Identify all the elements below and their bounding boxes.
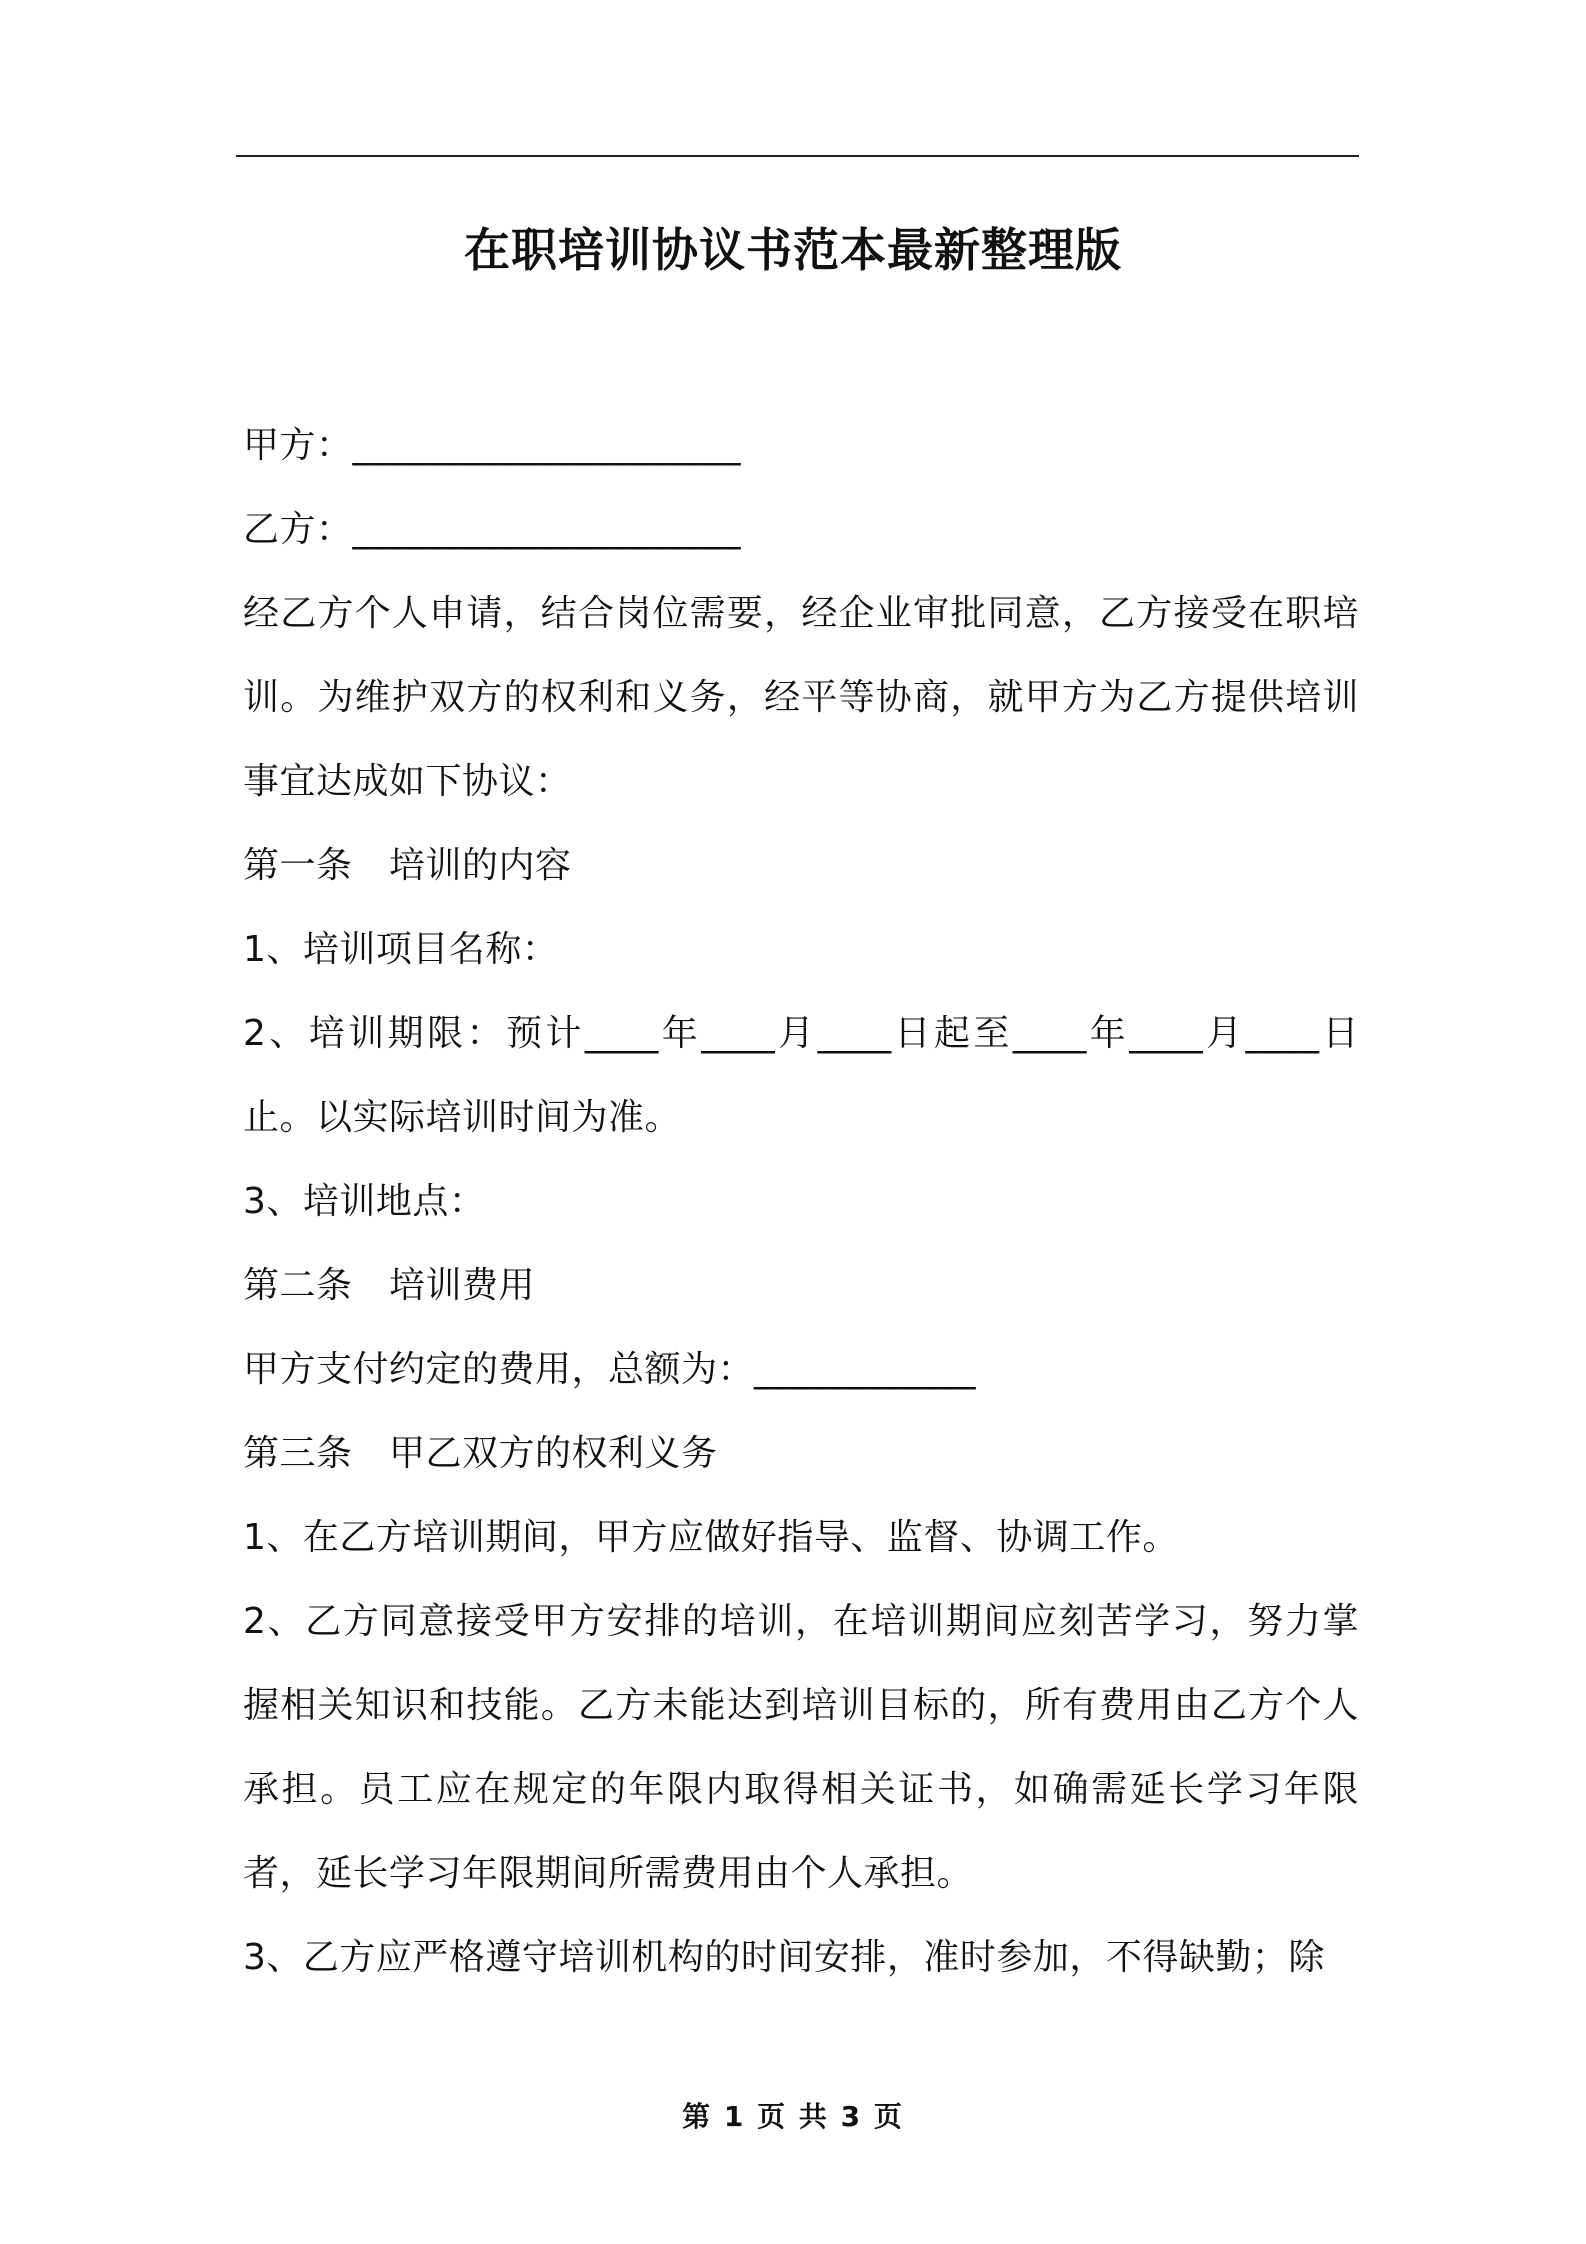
preamble-paragraph: 经乙方个人申请，结合岗位需要，经企业审批同意，乙方接受在职培训。为维护双方的权利和义务，经平等协商，就甲方为乙方提供培训事宜达成如下协议： bbox=[243, 593, 1359, 802]
document-body bbox=[243, 404, 1359, 2000]
article-2-fee-line: 甲方支付约定的费用，总额为：____________ bbox=[243, 1349, 977, 1390]
article-3-item-1: 1、在乙方培训期间，甲方应做好指导、监督、协调工作。 bbox=[243, 1517, 1179, 1558]
party-b-line: 乙方：_____________________ bbox=[243, 509, 742, 550]
article-3-heading: 第三条 甲乙双方的权利义务 bbox=[243, 1433, 718, 1474]
document-title: 在职培训协议书范本最新整理版 bbox=[464, 223, 1122, 277]
article-1-item-1: 1、培训项目名称： bbox=[243, 929, 559, 970]
article-3-item-2: 2、乙方同意接受甲方安排的培训，在培训期间应刻苦学习，努力掌握相关知识和技能。乙方未能达到培训目标的，所有费用由乙方个人承担。员工应在规定的年限内取得相关证书，如确需延长学习年限者，延长学习年限期间所需费用由个人承担。 bbox=[243, 1601, 1359, 1894]
page-number-footer: 第 1 页 共 3 页 bbox=[682, 2100, 904, 2133]
article-1-item-2: 2、培训期限：预计____年____月____日起至____年____月____日止。以实际培训时间为准。 bbox=[243, 1013, 1359, 1138]
article-1-heading: 第一条 培训的内容 bbox=[243, 845, 572, 886]
article-1-item-3: 3、培训地点： bbox=[243, 1181, 486, 1222]
party-a-line: 甲方：_____________________ bbox=[243, 425, 742, 466]
article-2-heading: 第二条 培训费用 bbox=[243, 1265, 536, 1306]
article-3-item-3: 3、乙方应严格遵守培训机构的时间安排，准时参加，不得缺勤；除 bbox=[243, 1937, 1325, 1978]
header-rule bbox=[236, 155, 1359, 157]
